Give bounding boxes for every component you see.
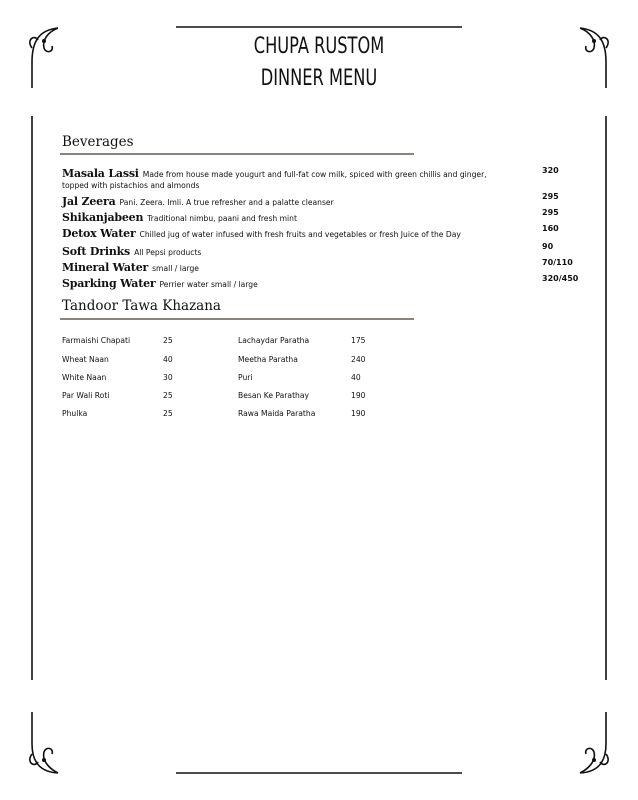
menu-item <box>62 162 592 190</box>
item-description-cont: topped with pistachios and almonds <box>62 181 200 190</box>
menu-title: DINNER MENU <box>260 66 378 91</box>
item-description: Traditional nimbu, paani and fresh mint <box>147 214 297 223</box>
item-price: 160 <box>542 224 559 233</box>
item-description: small / large <box>152 264 199 273</box>
item-price: 70/110 <box>542 258 573 267</box>
item-description: Perrier water small / large <box>159 280 258 289</box>
section-title-beverages: Beverages <box>62 134 134 150</box>
bread-price: 240 <box>351 355 366 364</box>
item-name: Jal Zeera <box>62 195 116 208</box>
bread-price: 175 <box>351 336 366 345</box>
item-price: 295 <box>542 192 559 201</box>
bread-price: 25 <box>163 336 173 345</box>
item-name: Masala Lassi <box>62 167 139 180</box>
item-price: 90 <box>542 242 554 251</box>
item-price: 320 <box>542 166 559 175</box>
bread-name: Meetha Paratha <box>238 355 298 364</box>
bread-price: 190 <box>351 409 366 418</box>
bread-price: 25 <box>163 409 173 418</box>
bread-name: Farmaishi Chapati <box>62 336 131 345</box>
item-description: Pani. Zeera. Imli. A true refresher and a palatte cleanser <box>119 198 334 207</box>
item-price: 295 <box>542 208 559 217</box>
item-name: Shikanjabeen <box>62 211 144 224</box>
item-description: All Pepsi products <box>134 248 202 257</box>
item-price: 320/450 <box>542 274 579 283</box>
bread-name: Puri <box>238 373 253 382</box>
bread-price: 40 <box>351 373 361 382</box>
section-title-tandoor: Tandoor Tawa Khazana <box>62 298 221 314</box>
bread-name: White Naan <box>62 373 107 382</box>
item-description: Chilled jug of water infused with fresh fruits and vegetables or fresh Juice of the Day <box>139 230 461 239</box>
bread-name: Phulka <box>62 409 88 418</box>
bread-name: Rawa Maida Paratha <box>238 409 316 418</box>
bread-name: Par Wali Roti <box>62 391 110 400</box>
item-name: Mineral Water <box>62 261 149 274</box>
bread-name: Lachaydar Paratha <box>238 336 310 345</box>
bread-price: 190 <box>351 391 366 400</box>
item-name: Soft Drinks <box>62 245 131 258</box>
bread-price: 25 <box>163 391 173 400</box>
menu-item <box>62 222 592 241</box>
bread-name: Besan Ke Parathay <box>238 391 310 400</box>
bread-name: Wheat Naan <box>62 355 109 364</box>
section-divider <box>60 153 414 155</box>
item-name: Sparking Water <box>62 277 156 290</box>
restaurant-name: CHUPA RUSTOM <box>253 34 385 59</box>
bread-price: 30 <box>163 373 173 382</box>
item-name: Detox Water <box>62 227 136 240</box>
bread-price: 40 <box>163 355 173 364</box>
section-divider <box>60 318 414 320</box>
menu-item <box>62 272 592 291</box>
item-description: Made from house made yougurt and full-fat cow milk, spiced with green chillis and ginger, <box>142 170 487 179</box>
